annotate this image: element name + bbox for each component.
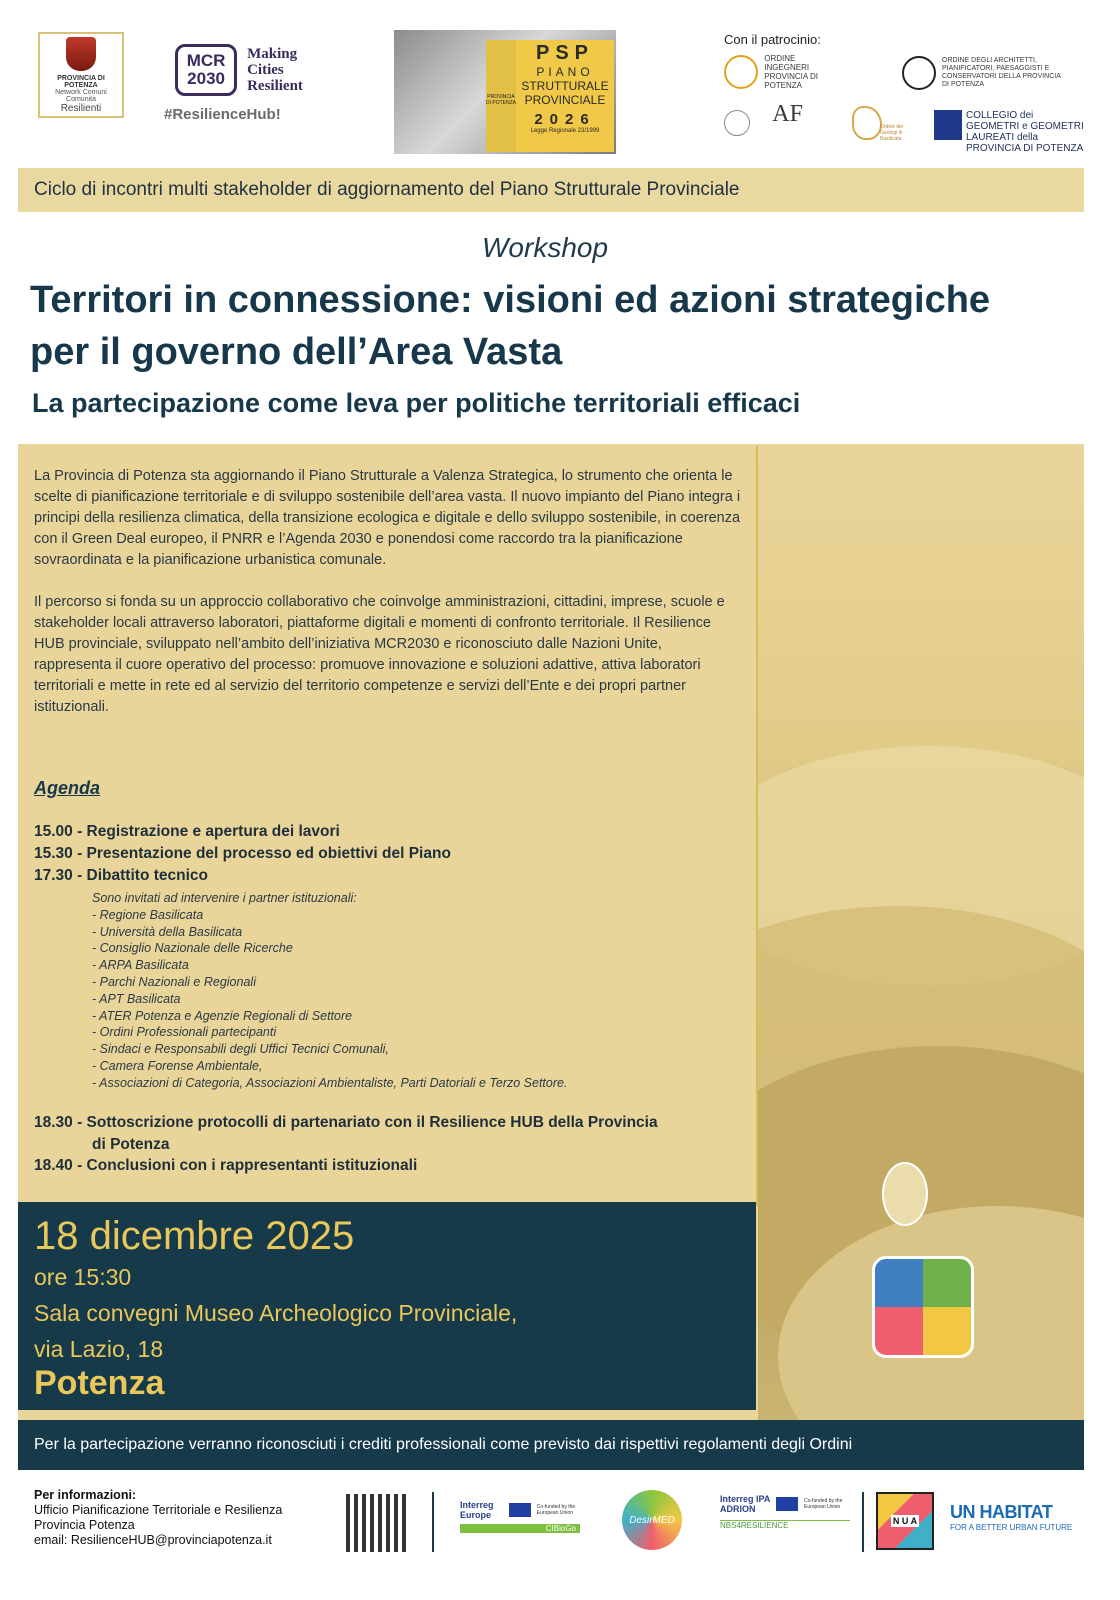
psp-left-text: PROVINCIA DI POTENZA <box>486 94 517 106</box>
interreg-europe-text: Interreg Europe <box>460 1500 494 1520</box>
event-address: via Lazio, 18 <box>34 1336 164 1362</box>
nua-logo <box>876 1492 934 1550</box>
intro-paragraph-2: Il percorso si fonda su un approccio collaborativo che coinvolge amministrazioni, cittadini, imprese, scuole e stakeholder locali attraverso laboratori, piattaforme digitali e momenti di confronto territoriale. Il Resilience HUB provinciale, sviluppato nell’ambito dell’iniziativa MCR2030 e riconosciuto dalle Nazioni Unite, rappresenta il cuore operativo del processo: promuove innovazione e soluzioni adattive, attiva laboratori territoriali e mette in rete ed al servizio del territorio competenze e servizi dell’Ente e dei propri partner istituzionali. <box>34 594 725 715</box>
event-time: ore 15:30 <box>34 1264 132 1290</box>
un-habitat-logo <box>950 1502 1084 1532</box>
invited-item: - APT Basilicata <box>92 991 181 1006</box>
invited-item: - Ordini Professionali partecipanti <box>92 1025 277 1040</box>
event-title-line-1: Territori in connessione: visioni ed azioni strategiche <box>30 279 991 321</box>
mcr-text-2: Cities <box>247 62 284 78</box>
resilience-hub-hashtag: #ResilienceHub! <box>164 106 281 123</box>
ordine-ingegneri-text: ORDINE INGEGNERI PROVINCIA DI POTENZA <box>764 54 819 90</box>
psp-line-1: PIANO <box>536 65 594 79</box>
workshop-label: Workshop <box>482 232 609 263</box>
psp-year: 2026 <box>534 111 596 128</box>
agenzia-logo <box>724 101 803 138</box>
invited-partners-list <box>92 890 567 1092</box>
invited-item: - Parchi Nazionali e Regionali <box>92 974 256 989</box>
agenda-heading: Agenda <box>34 778 101 798</box>
provincia-crest-icon <box>66 37 96 71</box>
event-venue: Sala convegni Museo Archeologico Provinciale, <box>34 1300 518 1326</box>
contact-email-link[interactable]: email: ResilienceHUB@provinciapotenza.it <box>34 1533 272 1547</box>
mcr-text-3: Resilient <box>247 78 303 94</box>
contact-info <box>34 1488 282 1548</box>
ordine-architetti-logo <box>902 56 1062 90</box>
psp-title: PSP <box>535 42 595 64</box>
agenda-item: 15.30 - Presentazione del processo ed obiettivi del Piano <box>34 845 451 862</box>
desirmed-text: DesirMED <box>629 1514 675 1526</box>
cibiogo-tag: CIBioGo <box>460 1524 580 1533</box>
collegio-geometri-text: COLLEGIO dei GEOMETRI e GEOMETRI LAUREATI della PROVINCIA DI POTENZA <box>966 110 1084 154</box>
nbs4resilience-tag: NBS4RESILIENCE <box>720 1520 850 1530</box>
invited-item: - Consiglio Nazionale delle Ricerche <box>92 941 293 956</box>
divider-line <box>756 446 758 1206</box>
un-habitat-tagline: FOR A BETTER URBAN FUTURE <box>950 1523 1073 1532</box>
invited-item: - Sindaci e Responsabili degli Uffici Tecnici Comunali, <box>92 1042 389 1057</box>
agenda-item-1830: 18.30 - Sottoscrizione protocolli di partenariato con il Resilience HUB della Provincia <box>34 1114 658 1131</box>
cycle-banner: Ciclo di incontri multi stakeholder di aggiornamento del Piano Strutturale Provinciale <box>18 168 1084 212</box>
eu-flag-icon <box>776 1497 798 1511</box>
event-date: 18 dicembre 2025 <box>34 1214 355 1258</box>
intro-paragraph-1: La Provincia di Potenza sta aggiornando il Piano Strutturale a Valenza Strategica, lo strumento che orienta le scelte di pianificazione territoriale e di sviluppo sostenibile dell’area vasta. Il nuovo impianto del Piano integra i principi della resilienza climatica, della transizione ecologica e digitale e dello sviluppo sostenibile, in coerenza con il Green Deal europeo, il PNRR e l’Agenda 2030 e ponendosi come raccordo tra la pianificazione sovraordinata e la pianificazione urbanistica comunale. <box>34 468 741 568</box>
invited-item: - ARPA Basilicata <box>92 958 189 973</box>
interreg-adrion-text: Interreg IPA ADRION <box>720 1494 771 1514</box>
nua-text: N U A <box>892 1516 918 1526</box>
ingegneri-icon <box>724 55 758 89</box>
info-label: Per informazioni: <box>34 1488 137 1502</box>
event-subtitle: La partecipazione come leva per politiche territoriali efficaci <box>32 388 801 418</box>
info-province: Provincia Potenza <box>34 1518 135 1532</box>
credits-banner: Per la partecipazione verranno riconosciuti i crediti professionali come previsto dai rispettivi regolamenti degli Ordini <box>18 1420 1084 1470</box>
interreg-europe-logo <box>460 1500 580 1533</box>
info-office: Ufficio Pianificazione Territoriale e Resilienza <box>34 1503 283 1517</box>
agenda-item-1840: 18.40 - Conclusioni con i rappresentanti istituzionali <box>34 1157 418 1174</box>
agenda-item: 17.30 - Dibattito tecnico <box>34 867 208 884</box>
footer-divider <box>432 1492 434 1552</box>
psp-law: Legge Regionale 23/1999 <box>530 128 600 134</box>
geometri-icon <box>934 110 962 140</box>
italian-republic-icon <box>724 110 750 136</box>
provincia-potenza-logo <box>38 32 124 118</box>
event-city: Potenza <box>34 1364 165 1402</box>
mcr2030-badge: MCR 2030 <box>175 44 237 96</box>
invited-intro: Sono invitati ad intervenire i partner istituzionali: <box>92 891 357 905</box>
patrocinio-label: Con il patrocinio: <box>724 32 821 47</box>
invited-item: - Regione Basilicata <box>92 907 204 922</box>
mcr2030-text <box>247 46 303 94</box>
psp-logo <box>394 30 616 154</box>
puzzle-icon <box>872 1256 974 1358</box>
eu-flag-icon <box>509 1503 531 1517</box>
invited-item: - Università della Basilicata <box>92 924 243 939</box>
footer-divider <box>862 1492 864 1552</box>
cofunded-text-1: Co-funded by the European Union <box>536 1504 576 1516</box>
prov-logo-text-2: Network Comuni Comunità <box>55 88 107 103</box>
prov-logo-text-1: PROVINCIA DI POTENZA <box>57 74 105 89</box>
mcr-text-1: Making <box>247 46 298 62</box>
un-habitat-text: UN HABITAT <box>950 1502 1053 1522</box>
architetti-icon <box>902 56 936 90</box>
agenda-item: 15.00 - Registrazione e apertura dei lavori <box>34 823 340 840</box>
drop-pin-icon <box>882 1162 928 1226</box>
qr-code-icon[interactable] <box>346 1494 406 1552</box>
ordine-geologi-text: Ordine dei Geologi di Basilicata <box>880 124 904 142</box>
cofunded-text-2: Co-funded by the European Union <box>804 1498 843 1510</box>
intro-text <box>34 466 742 739</box>
invited-item: - Associazioni di Categoria, Associazioni Ambientaliste, Parti Datoriali e Terzo Settore. <box>92 1075 568 1090</box>
ordine-geologi-logo <box>852 106 916 142</box>
agenda-item-1830-cont: di Potenza <box>92 1136 170 1153</box>
desirmed-logo <box>622 1490 682 1550</box>
event-title-line-2: per il governo dell’Area Vasta <box>30 331 563 373</box>
invited-item: - Camera Forense Ambientale, <box>92 1058 263 1073</box>
prov-logo-text-3: Resilienti <box>60 102 102 114</box>
event-title <box>30 274 1090 378</box>
collegio-geometri-logo <box>934 110 1084 154</box>
geologi-icon <box>852 106 882 140</box>
ordine-architetti-text: ORDINE DEGLI ARCHITETTI, PIANIFICATORI, PAESAGGISTI E CONSERVATORI DELLA PROVINCIA DI POTENZA <box>942 57 1061 88</box>
mcr2030-logo <box>164 40 314 100</box>
ordine-ingegneri-logo <box>724 54 834 90</box>
psp-line-3: PROVINCIALE <box>524 93 606 107</box>
psp-line-2: STRUTTURALE <box>521 79 609 93</box>
interreg-adrion-logo <box>720 1494 850 1530</box>
invited-item: - ATER Potenza e Agenzie Regionali di Settore <box>92 1008 353 1023</box>
af-logo-icon: AF <box>772 101 803 127</box>
